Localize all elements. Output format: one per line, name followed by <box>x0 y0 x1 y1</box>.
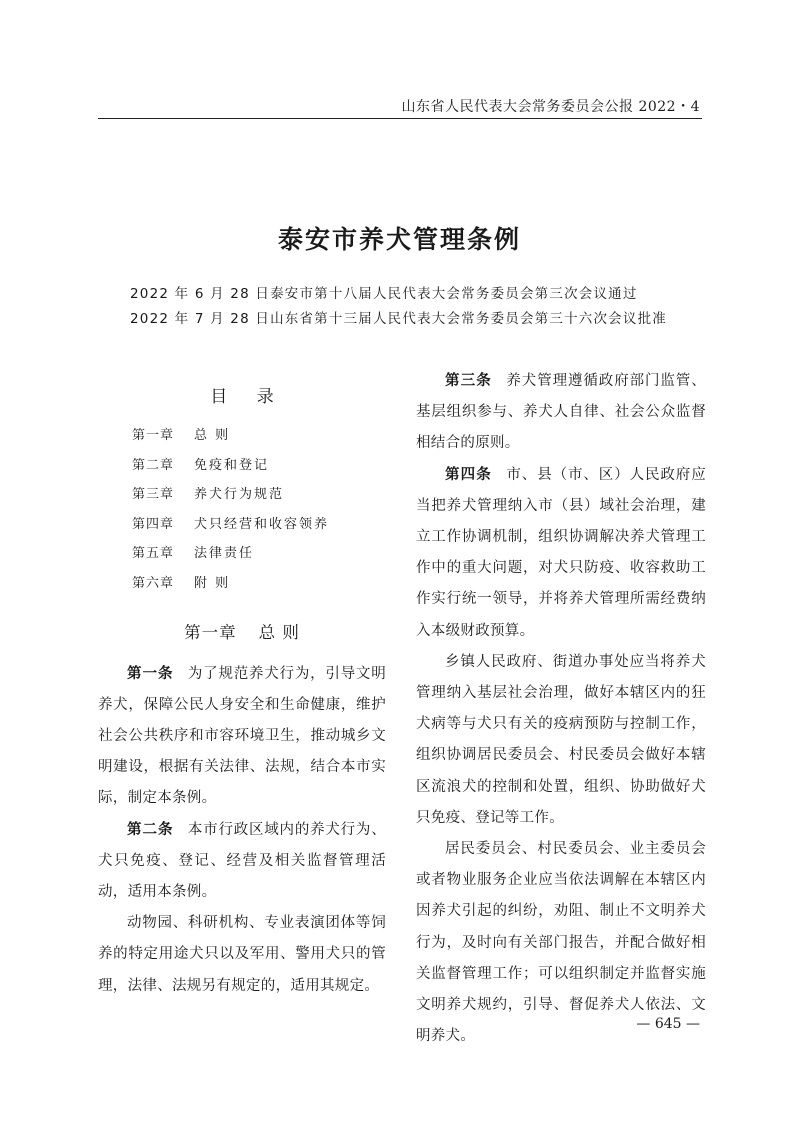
toc-item-number: 第三章 <box>132 487 175 503</box>
article-4-paragraph-2: 乡镇人民政府、街道办事处应当将养犬管理纳入基层社会治理，做好本辖区内的狂犬病等与犬只有关的疫病预防与控制工作，组织协调居民委员会、村民委员会做好本辖区流浪犬的控制和处置，组织、协助做好犬只免疫、登记等工作。 <box>416 653 706 826</box>
toc-item-name: 养犬行为规范 <box>194 487 285 503</box>
toc-item <box>98 575 386 605</box>
toc-item <box>98 545 386 575</box>
article-2-paragraph-2: 动物园、科研机构、专业表演团体等饲养的特定用途犬只以及军用、警用犬只的管理，法律、法规另有规定的，适用其规定。 <box>98 915 386 994</box>
toc-item <box>98 427 386 457</box>
toc-item-name: 法律责任 <box>194 546 255 562</box>
adoption-note: 2022 年 6 月 28 日泰安市第十八届人民代表大会常务委员会第三次会议通过 <box>130 286 638 302</box>
journal-title: 山东省人民代表大会常务委员会公报 2022・4 <box>401 99 700 115</box>
chapter-name: 总 则 <box>258 622 300 642</box>
toc-item-name: 附 则 <box>194 575 231 591</box>
toc-item-name: 犬只经营和收容领养 <box>194 516 330 532</box>
chapter-number: 第一章 <box>184 622 237 642</box>
right-column <box>416 366 706 1052</box>
article-2 <box>98 815 386 909</box>
page-header <box>98 96 702 119</box>
toc-item-number: 第六章 <box>132 575 175 591</box>
article-text: 为了规范养犬行为，引导文明养犬，保障公民人身安全和生命健康，维护社会公共秩序和市容环境卫生，推动城乡文明建设，根据有关法律、法规，结合本市实际，制定本条例。 <box>98 665 387 807</box>
toc-item <box>98 486 386 516</box>
toc-item-number: 第五章 <box>132 546 175 562</box>
document-title: 泰安市养犬管理条例 <box>277 225 521 254</box>
toc-item-number: 第二章 <box>132 457 175 473</box>
article-1 <box>98 659 386 815</box>
toc-item-number: 第一章 <box>132 428 175 443</box>
table-of-contents <box>98 427 386 605</box>
toc-item-name: 总 则 <box>194 428 231 443</box>
left-column <box>98 378 386 1002</box>
toc-item <box>98 516 386 546</box>
toc-title: 目 录 <box>210 387 286 407</box>
toc-item-number: 第四章 <box>132 516 175 532</box>
article-label: 第三条 <box>445 373 492 389</box>
page-number: — 645 — <box>636 1016 700 1032</box>
article-4-paragraph-3: 居民委员会、村民委员会、业主委员会或者物业服务企业应当依法调解在本辖区内因养犬引起的纠纷，劝阻、制止不文明养犬行为，及时向有关部门报告，并配合做好相关监督管理工作；可以组织制定并监督实施文明养犬规约，引导、督促养犬人依法、文明养犬。 <box>416 841 706 1045</box>
article-text: 市、县（市、区）人民政府应当把养犬管理纳入市（县）域社会治理，建立工作协调机制，组织协调解决养犬管理工作中的重大问题，对犬只防疫、收容救助工作实行统一领导，并将养犬管理所需经费纳入本级财政预算。 <box>416 466 707 639</box>
article-3 <box>416 366 706 460</box>
article-4 <box>416 460 706 647</box>
approval-note: 2022 年 7 月 28 日山东省第十三届人民代表大会常务委员会第三十六次会议批准 <box>130 311 667 327</box>
toc-item <box>98 457 386 487</box>
article-label: 第一条 <box>127 665 174 682</box>
article-label: 第四条 <box>445 466 492 483</box>
article-text: 养犬管理遵循政府部门监管、基层组织参与、养犬人自律、社会公众监督相结合的原则。 <box>416 373 707 452</box>
article-text: 本市行政区域内的养犬行为、犬只免疫、登记、经营及相关监督管理活动，适用本条例。 <box>98 821 387 900</box>
article-label: 第二条 <box>127 821 174 838</box>
chapter-heading <box>98 619 386 643</box>
toc-item-name: 免疫和登记 <box>194 457 270 473</box>
